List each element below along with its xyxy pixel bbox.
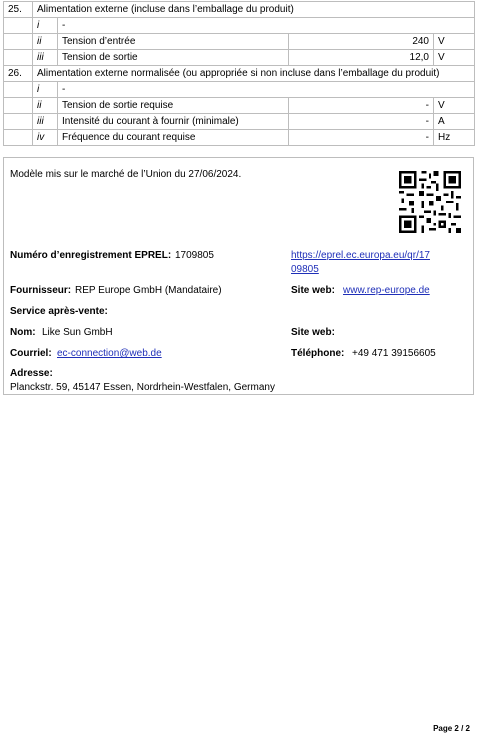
- row-unit: A: [434, 114, 475, 130]
- email-label: Courriel:: [10, 348, 52, 359]
- phone-value: +49 471 39156605: [352, 348, 436, 359]
- email-link[interactable]: ec-connection@web.de: [57, 348, 162, 359]
- table-row: [4, 66, 475, 82]
- row-value: -: [289, 114, 434, 130]
- row-value: -: [289, 98, 434, 114]
- row-label: Fréquence du courant requise: [58, 130, 289, 146]
- eprel-label: Numéro d’enregistrement EPREL:: [10, 250, 172, 261]
- eprel-value: 1709805: [175, 250, 214, 261]
- row-number: 25.: [4, 2, 33, 18]
- supplier-value: REP Europe GmbH (Mandataire): [75, 285, 222, 296]
- page-number: Page 2 / 2: [433, 724, 470, 733]
- table-row: [4, 98, 475, 114]
- service-website-label: Site web:: [291, 327, 335, 338]
- address-value: Planckstr. 59, 45147 Essen, Nordrhein-Westfalen, Germany: [10, 382, 275, 393]
- table-row: [4, 18, 475, 34]
- row-label: -: [58, 82, 475, 98]
- table-row: [4, 50, 475, 66]
- row-label: Intensité du courant à fournir (minimale): [58, 114, 289, 130]
- sub-index: ii: [33, 98, 58, 114]
- table-row: [4, 130, 475, 146]
- phone-label: Téléphone:: [291, 348, 345, 359]
- spec-table: [3, 1, 475, 146]
- product-info-box: [3, 157, 474, 395]
- row-label: Tension de sortie requise: [58, 98, 289, 114]
- row-label: Tension d’entrée: [58, 34, 289, 50]
- row-label: Alimentation externe (incluse dans l’emballage du produit): [33, 2, 475, 18]
- row-label: Alimentation externe normalisée (ou appropriée si non incluse dans l’emballage du produit): [33, 66, 475, 82]
- row-unit: V: [434, 98, 475, 114]
- supplier-label: Fournisseur:: [10, 285, 72, 296]
- table-row: [4, 2, 475, 18]
- row-label: -: [58, 18, 475, 34]
- table-row: [4, 82, 475, 98]
- row-label: Tension de sortie: [58, 50, 289, 66]
- row-value: 240: [289, 34, 434, 50]
- row-number: 26.: [4, 66, 33, 82]
- sub-index: iii: [33, 114, 58, 130]
- service-name-label: Nom:: [10, 327, 36, 338]
- address-label: Adresse:: [10, 368, 53, 379]
- row-unit: Hz: [434, 130, 475, 146]
- sub-index: i: [33, 18, 58, 34]
- row-unit: V: [434, 50, 475, 66]
- service-heading: Service après-vente:: [10, 306, 108, 317]
- eprel-link[interactable]: https://eprel.ec.europa.eu/qr/17: [291, 250, 430, 261]
- supplier-website-link[interactable]: www.rep-europe.de: [343, 285, 430, 296]
- row-value: 12,0: [289, 50, 434, 66]
- sub-index: i: [33, 82, 58, 98]
- sub-index: iv: [33, 130, 58, 146]
- table-row: [4, 34, 475, 50]
- service-name-value: Like Sun GmbH: [42, 327, 113, 338]
- qr-code-icon[interactable]: [399, 171, 461, 233]
- row-unit: V: [434, 34, 475, 50]
- market-date-text: Modèle mis sur le marché de l’Union du 27/06/2024.: [10, 169, 242, 180]
- row-value: -: [289, 130, 434, 146]
- table-row: [4, 114, 475, 130]
- sub-index: iii: [33, 50, 58, 66]
- eprel-link-continued[interactable]: 09805: [291, 264, 319, 275]
- supplier-website-label: Site web:: [291, 285, 335, 296]
- sub-index: ii: [33, 34, 58, 50]
